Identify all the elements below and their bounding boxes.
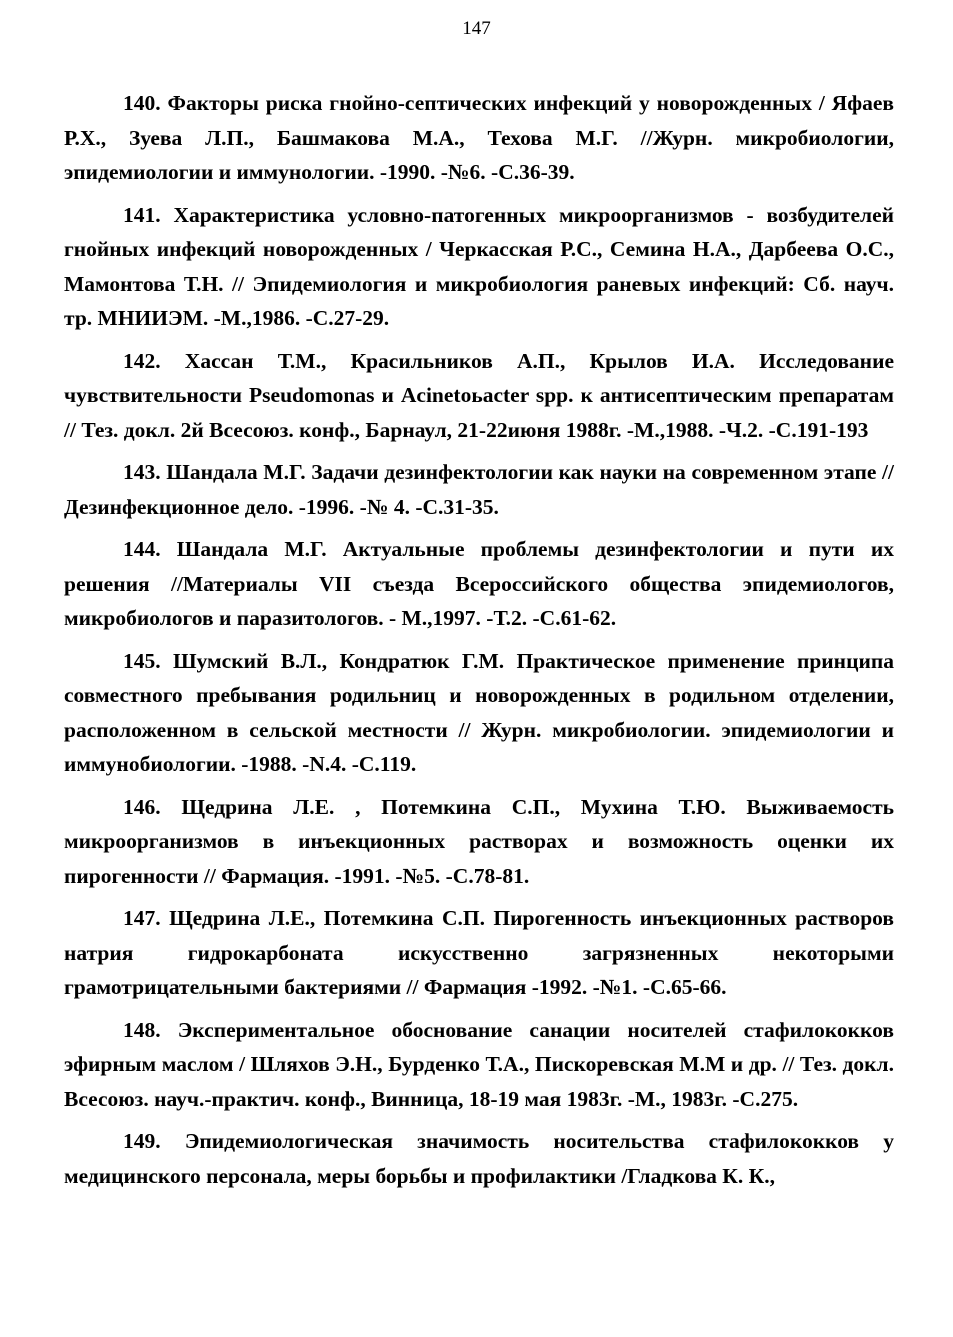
reference-entry-149: 149. Эпидемиологическая значимость носительства стафилококков у медицинского персонала, меры борьбы и профилактики /Гладкова К. К., <box>64 1129 894 1188</box>
reference-list <box>64 86 894 1201</box>
reference-entry-140: 140. Факторы риска гнойно-септических инфекций у новорожденных / Яфаев Р.Х., Зуева Л.П., Башмакова М.А., Техова М.Г. //Журн. микробиологии, эпидемиологии и иммунологии. -1990. -№6. -С.36-39. <box>64 91 894 184</box>
reference-entry-143: 143. Шандала М.Г. Задачи дезинфектологии как науки на современном этапе // Дезинфекционное дело. -1996. -№ 4. -С.31-35. <box>64 460 894 519</box>
reference-entry-147: 147. Щедрина Л.Е., Потемкина С.П. Пирогенность инъекционных растворов натрия гидрокарбоната искусственно загрязненных некоторыми грамотрицательными бактериями // Фармация -1992. -№1. -С.65-66. <box>64 906 894 999</box>
reference-entry-146: 146. Щедрина Л.Е. , Потемкина С.П., Мухина Т.Ю. Выживаемость микроорганизмов в инъекционных растворах и возможность оценки их пирогенности // Фармация. -1991. -№5. -С.78-81. <box>64 794 894 888</box>
reference-entry-145: 145. Шумский В.Л., Кондратюк Г.М. Практическое применение принципа совместного пребывания родильниц и новорожденных в родильном отделении, расположенном в сельской местности // Журн. микробиологии. эпидемиологии и иммунобиологии. -1988. -N.4. -С.119. <box>64 648 894 776</box>
reference-entry-144: 144. Шандала М.Г. Актуальные проблемы дезинфектологии и пути их решения //Материалы VII съезда Всероссийского общества эпидемиологов, микробиологов и паразитологов. - М.,1997. -Т.2. -С.61-62. <box>64 537 894 630</box>
page-number: 147 <box>462 18 491 39</box>
reference-entry-148: 148. Экспериментальное обоснование санации носителей стафилококков эфирным маслом / Шляхов Э.Н., Бурденко Т.А., Пискоревская М.М и др. // Тез. докл. Всесоюз. науч.-практич. конф., Винница, 18-19 мая 1983г. -М., 1983г. -С.275. <box>64 1017 894 1111</box>
reference-entry-141: 141. Характеристика условно-патогенных микроорганизмов - возбудителей гнойных инфекций новорожденных / Черкасская Р.С., Семина Н.А., Дарбеева О.С., Мамонтова Т.Н. // Эпидемиология и микробиология раневых инфекций: Сб. науч. тр. МНИИЭМ. -М.,1986. -С.27-29. <box>64 202 894 330</box>
reference-entry-142: 142. Хассан Т.М., Красильников А.П., Крылов И.А. Исследование чувствительности Pseudomonas и Acinetoьacter spp. к антисептическим препаратам // Тез. докл. 2й Всесоюз. конф., Барнаул, 21-22июня 1988г. -М.,1988. -Ч.2. -С.191-193 <box>64 348 894 442</box>
